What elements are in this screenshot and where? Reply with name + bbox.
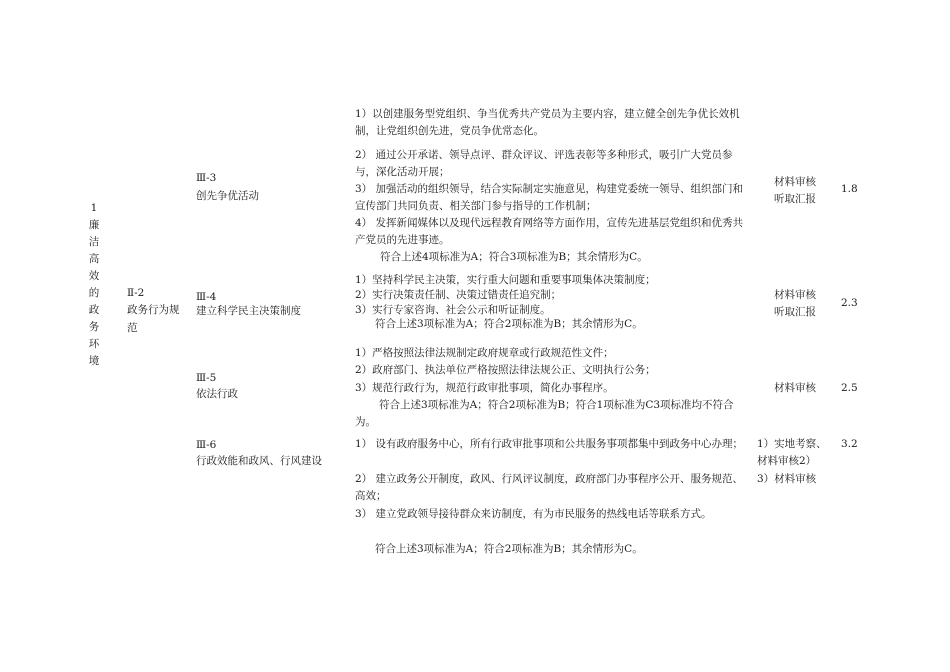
criterion-item: 2） 通过公开承诺、领导点评、群众评议、评选表彰等多种形式，吸引广大党员参与，深化活动开展；: [355, 149, 733, 179]
score: 1.8: [841, 183, 858, 195]
row-title: 行政效能和政风、行风建设: [196, 455, 322, 467]
category-char: 境: [88, 355, 100, 367]
criterion-item: 1）以创建服务型党组织、争当优秀共产党员为主要内容，建立健全创先争优长效机制，让党组织创先进，党员争优常态化。: [355, 108, 740, 138]
row-code: Ⅲ-5: [196, 372, 217, 384]
criterion-standard: 符合上述3项标准为A；符合2项标准为B；其余情形为C。: [375, 543, 643, 555]
category-char: 环: [88, 338, 100, 350]
criterion-standard: 符合上述4项标准为A；符合3项标准为B；其余情形为C。: [380, 251, 648, 263]
category-char: 高: [88, 253, 100, 265]
criterion-item: 2）实行决策责任制、决策过错责任追究制；: [355, 289, 562, 301]
category-char: 廉: [88, 219, 100, 231]
row-code: Ⅲ-6: [196, 439, 217, 451]
row-title: 依法行政: [196, 388, 238, 400]
criterion-item: 4） 发挥新闻媒体以及现代远程教育网络等方面作用，宣传先进基层党组织和优秀共产党员的先进事迹。: [355, 217, 744, 247]
criterion-item: 3）规范行政行为，规范行政审批事项，简化办事程序。: [355, 382, 614, 394]
criterion-item: 1） 设有政府服务中心，所有行政审批事项和公共服务事项都集中到政务中心办理；: [355, 438, 744, 450]
category-vertical: [84, 200, 104, 370]
score: 2.3: [841, 297, 858, 309]
criterion-item: 1）严格按照法律法规制定政府规章或行政规范性文件；: [355, 347, 614, 359]
assessment-method: 材料审核 听取汇报: [774, 289, 816, 319]
category-char: 政: [88, 304, 100, 316]
row-code: Ⅲ-4: [196, 291, 217, 303]
assessment-method: 材料审核: [774, 382, 816, 394]
criterion-item: 2）政府部门、执法单位严格按照法律法规公正、文明执行公务；: [355, 364, 656, 376]
criterion-item: 3）实行专家咨询、社会公示和听证制度。: [355, 304, 551, 316]
criterion-item: 3） 加强活动的组织领导，结合实际制定实施意见，构建党委统一领导、组织部门和宣传部门共同负责、相关部门参与指导的工作机制；: [355, 183, 744, 213]
row-title: 建立科学民主决策制度: [196, 305, 301, 317]
criterion-standard: 符合上述3项标准为A；符合2项标准为B；符合1项标准为C3项标准均不符合为。: [355, 399, 734, 429]
score: 3.2: [841, 438, 858, 450]
subcategory-label: Ⅱ-2 政务行为规 范: [127, 287, 180, 334]
category-char: 的: [88, 287, 100, 299]
category-char: 效: [88, 270, 100, 282]
category-char: 洁: [88, 236, 100, 248]
criterion-item: 3） 建立党政领导接待群众来访制度，有为市民服务的热线电话等联系方式。: [355, 508, 712, 520]
criterion-item: 2） 建立政务公开制度，政风、行风评议制度，政府部门办事程序公开、服务规范、高效；: [355, 473, 744, 503]
row-title: 创先争优活动: [196, 190, 259, 202]
criterion-item: 1）坚持科学民主决策，实行重大问题和重要事项集体决策制度；: [355, 274, 656, 286]
criterion-standard: 符合上述3项标准为A；符合2项标准为B；其余情形为C。: [375, 318, 643, 330]
category-number: 1: [90, 202, 98, 214]
row-code: Ⅲ-3: [196, 172, 217, 184]
category-char: 务: [88, 321, 100, 333]
assessment-method: 材料审核 听取汇报: [774, 176, 816, 206]
score: 2.5: [841, 382, 858, 394]
assessment-method: 1）实地考察、材料审核2）3）材料审核: [757, 438, 827, 485]
